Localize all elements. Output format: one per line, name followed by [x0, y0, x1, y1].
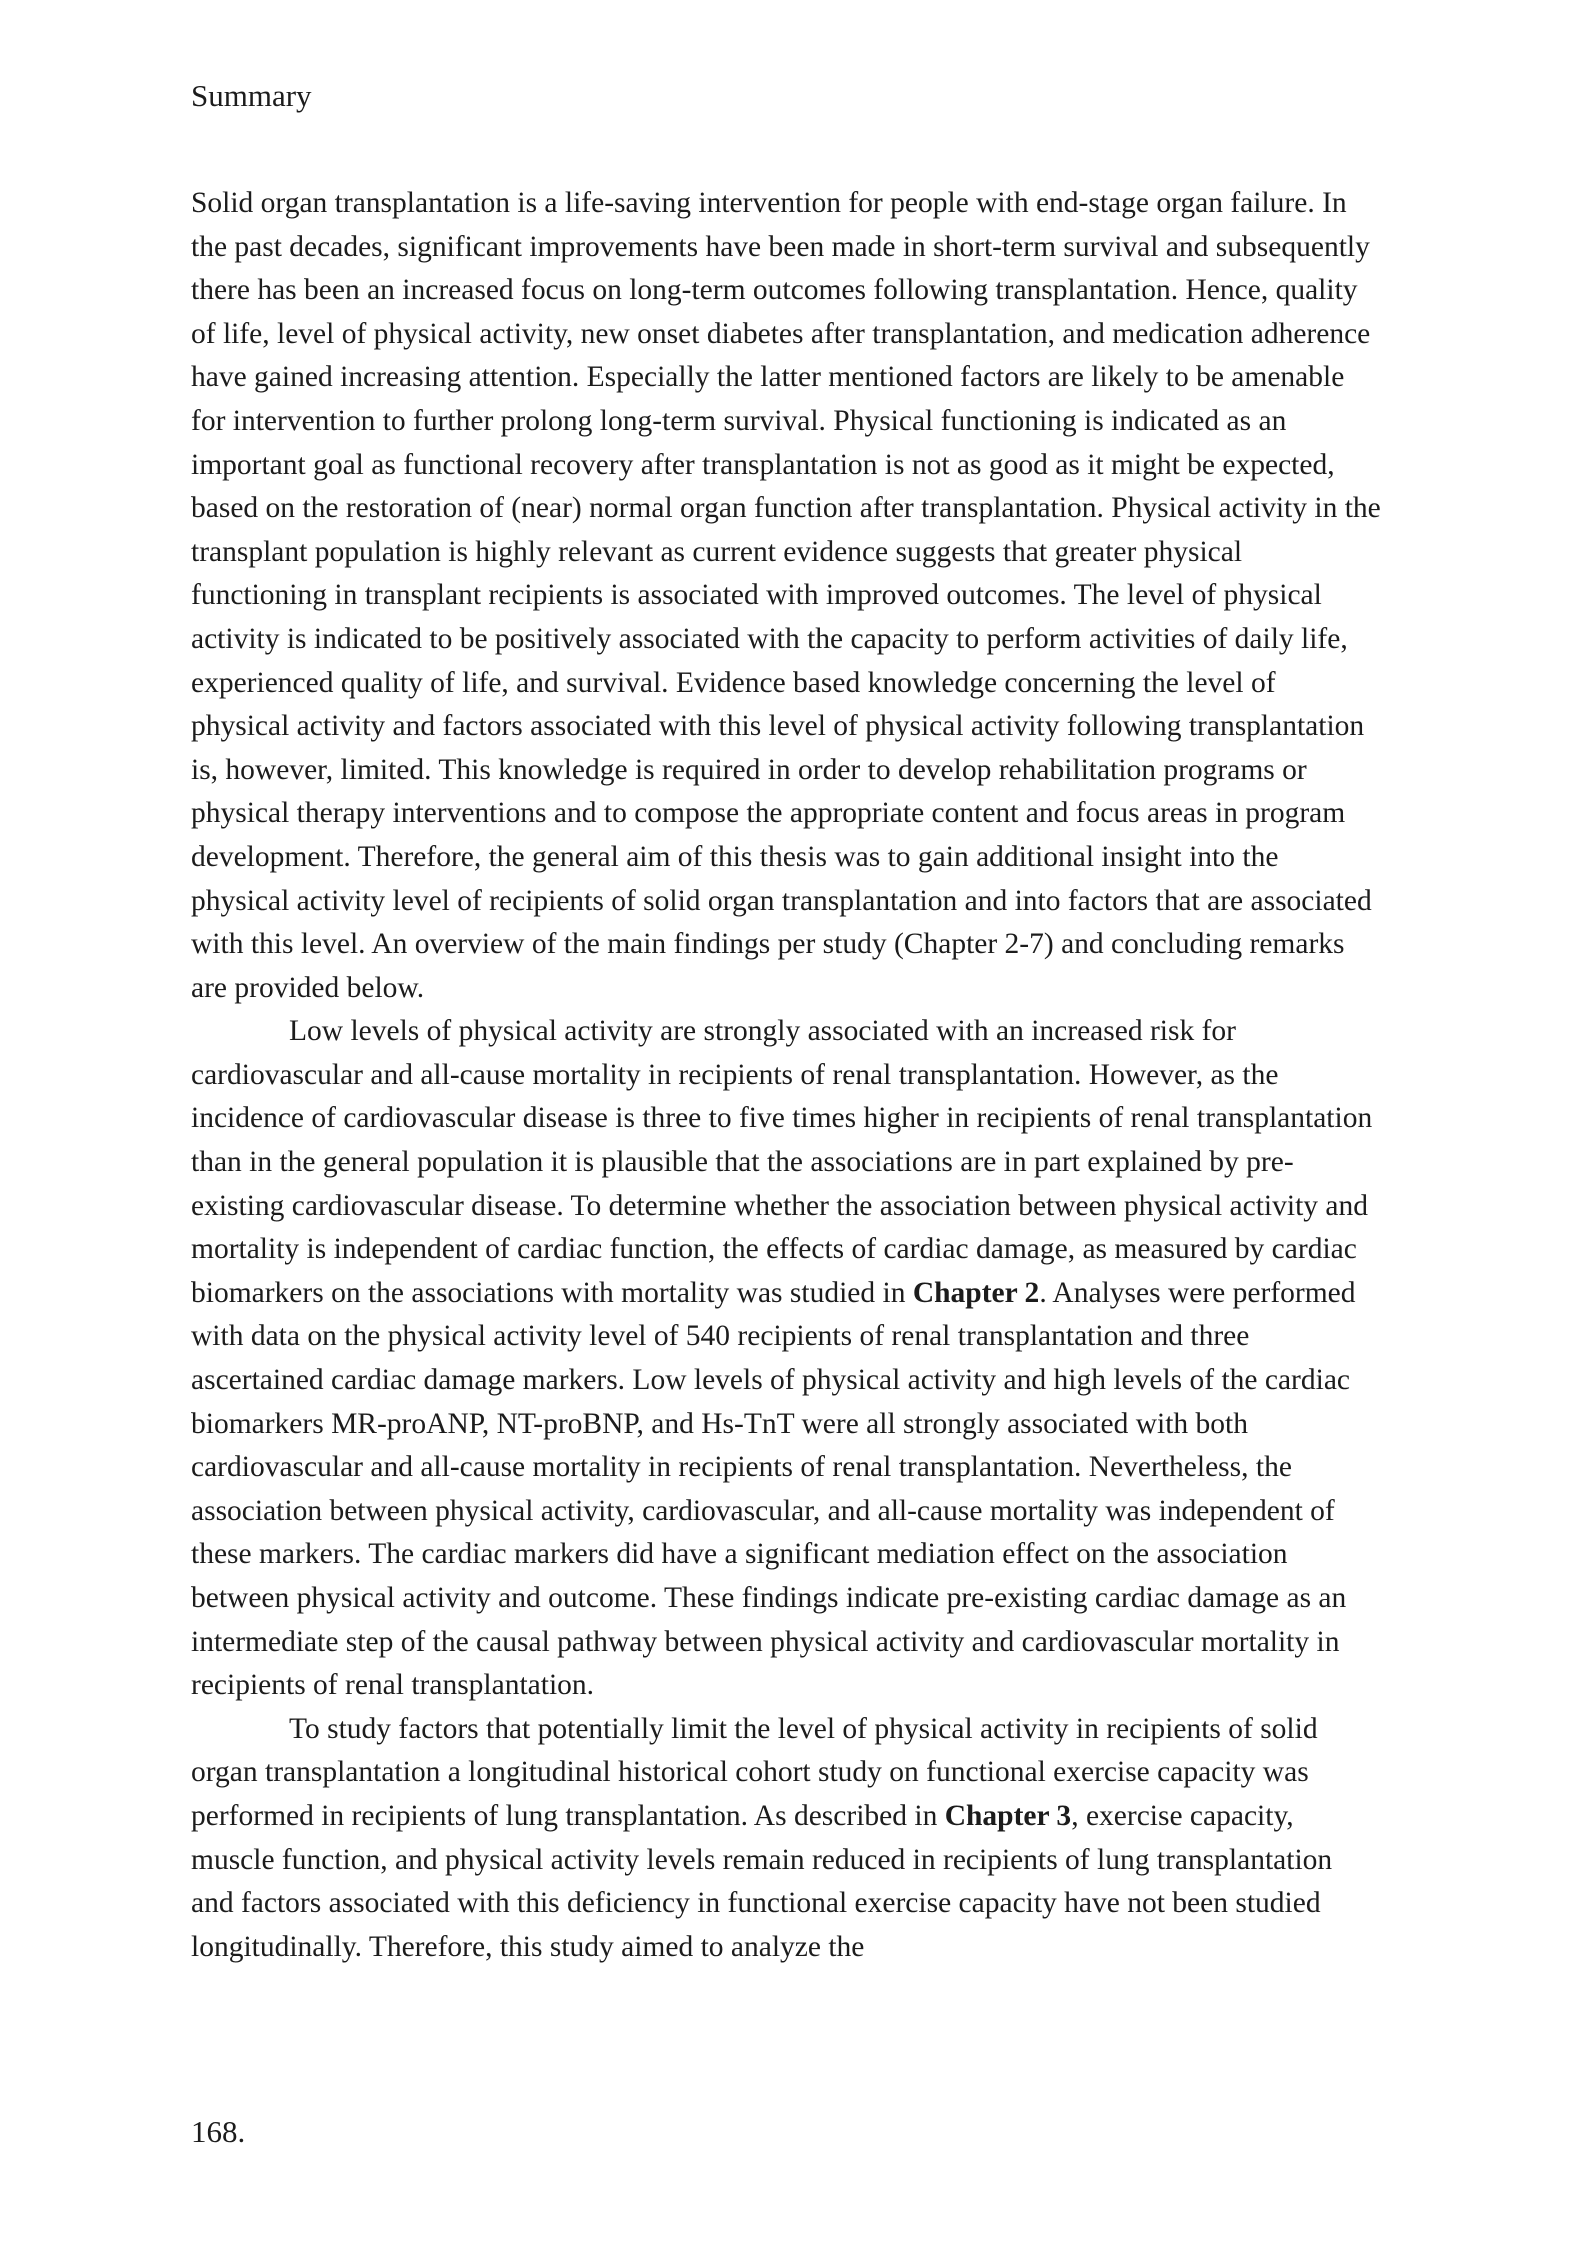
chapter-reference: Chapter 2 [912, 1276, 1040, 1309]
paragraph-text: To study factors that potentially limit the level of physical activity in recipients of solid organ transplantation a longitudinal historical cohort study on functional exercise capacity was performed in recipients of lung transplantation. As described in [191, 1712, 1318, 1832]
paragraph-text: , exercise capacity, muscle function, and physical activity levels remain reduced in recipients of lung transplantation and factors associated with this deficiency in functional exercise capacity have not been studied longitudinally. Therefore, this study aimed to analyze the [191, 1799, 1333, 1963]
paragraph-chapter-3 [191, 1708, 1381, 1970]
paragraph-text: Low levels of physical activity are strongly associated with an increased risk for cardiovascular and all-cause mortality in recipients of renal transplantation. However, as the incidence of cardiovascular disease is three to five times higher in recipients of renal transplantation than in the general population it is plausible that the associations are in part explained by pre-existing cardiovascular disease. To determine whether the association between physical activity and mortality is independent of cardiac function, the effects of cardiac damage, as measured by cardiac biomarkers on the associations with mortality was studied in [191, 1015, 1373, 1309]
chapter-reference: Chapter 3 [944, 1799, 1072, 1832]
body-text [191, 182, 1381, 1969]
paragraph-intro: Solid organ transplantation is a life-saving intervention for people with end-stage organ failure. In the past decades, significant improvements have been made in short-term survival and subsequently there has been an increased focus on long-term outcomes following transplantation. Hence, quality of life, level of physical activity, new onset diabetes after transplantation, and medication adherence have gained increasing attention. Especially the latter mentioned factors are likely to be amenable for intervention to further prolong long-term survival. Physical functioning is indicated as an important goal as functional recovery after transplantation is not as good as it might be expected, based on the restoration of (near) normal organ function after transplantation. Physical activity in the transplant population is highly relevant as current evidence suggests that greater physical functioning in transplant recipients is associated with improved outcomes. The level of physical activity is indicated to be positively associated with the capacity to perform activities of daily life, experienced quality of life, and survival. Evidence based knowledge concerning the level of physical activity and factors associated with this level of physical activity following transplantation is, however, limited. This knowledge is required in order to develop rehabilitation programs or physical therapy interventions and to compose the appropriate content and focus areas in program development. Therefore, the general aim of this thesis was to gain additional insight into the physical activity level of recipients of solid organ transplantation and into factors that are associated with this level. An overview of the main findings per study (Chapter 2-7) and concluding remarks are provided below. [191, 187, 1381, 1004]
paragraph-text: . Analyses were performed with data on the physical activity level of 540 recipients of renal transplantation and three ascertained cardiac damage markers. Low levels of physical activity and high levels of the cardiac biomarkers MR-proANP, NT-proBNP, and Hs-TnT were all strongly associated with both cardiovascular and all-cause mortality in recipients of renal transplantation. Nevertheless, the association between physical activity, cardiovascular, and all-cause mortality was independent of these markers. The cardiac markers did have a significant mediation effect on the association between physical activity and outcome. These findings indicate pre-existing cardiac damage as an intermediate step of the causal pathway between physical activity and cardiovascular mortality in recipients of renal transplantation. [191, 1276, 1356, 1702]
paragraph-chapter-2 [191, 1010, 1381, 1708]
running-title: Summary [191, 78, 312, 113]
page-number: 168. [191, 2114, 246, 2149]
